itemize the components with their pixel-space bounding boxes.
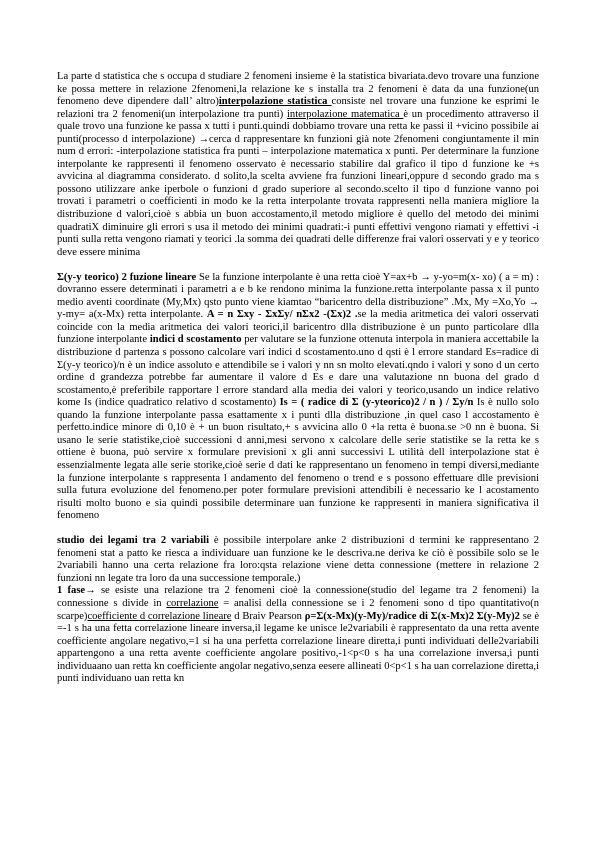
heading-1-fase: 1 fase→ (57, 585, 96, 597)
text-run: è un procedimento attraverso il quale trovo una funzione ke passa x tutti i punti.quindi dobbiamo trovare una retta ke passi il +vicino possibile ai punti(processo d interpolazione) →cerca d rappresentare kn funzioni già note 2fenomeni congiuntamente il min num d errori: -interpolazione statistica fra punti – interpolazione matematica x punti. Per determinare la funzione interpolante ke rappresenti il fenomeno osservato è necessario stabilire dal grafico il tipo d funzione ke +s avvicina al diagramma considerato. d solito,la scelta avviene fra funzioni lineari,oppure d secondo grado ma s possono utilizzare anke iperbole o funzioni d grado superiore al secondo.scelto il tipo d funzione vanno poi trovati i parametri o coefficienti in modo ke la retta interpolante trovata rappresenti nella maniera migliore la distribuzione d valori,cioè s abbia un buon accostamento,il metodo migliore è quello del metodo dei minimi quadratiX diminuire gli errori s usa il metodo dei minimi quadrati:-i punti effettivi vengono riamati y effettivi -i punti sulla retta vengono riamati y teorici .la somma dei quadrati delle differenze frai valori osservati y e y teorico deve essere minima (57, 108, 539, 258)
text-run: = analisi della connessione se i 2 fenomeni sono d tipo quantitativo(n scarpe) (57, 597, 539, 622)
term-indici-scostamento: indici d scostamento (149, 334, 242, 346)
text-run: se è =-1 s ha una fetta correlazione lineare inversa,il legame ke unisce le2variabili è rappresentato da una retta avente coefficiente angolare negativo,=1 si ha una perfetta correlazione lineare diretta,i punti individuati delle2variabili appartengono a una retta avente coefficiente angolare positivo,-1<p<0 s ha una correlazione inversa,i punti individuaano uan retta kn coefficiente angolar negativo,senza eesere allineati 0<p<1 s ha uan correlazione diretta,i punti individuano uan retta kn (57, 610, 540, 685)
text-run: consiste nel trovare una funzione ke esprimi le relazioni tra 2 fenomeni(un interpolazione tra punti) (57, 96, 540, 120)
formula-pearson: ρ=Σ(x-Mx)(y-My)/radice di Σ(x-Mx)2 Σ(y-My)2 (304, 610, 520, 622)
text-run: se la media aritmetica dei valori osservati coincide con la media aritmetica dei valori teorici,il baricentro dlla distribuzione è un punto particolare dlla funzione interpolante (57, 309, 539, 346)
text-run: La parte d statistica che s occupa d studiare 2 fenomeni insieme è la statistica bivariata.devo trovare una funzione ke possa mettere in relazione 2fenomeni,la relazione ke s installa tra 2 fenomeni è data da una funzione(un fenomeno deve dipendere dall’ altro) (57, 71, 539, 108)
heading-studio-legami: studio dei legami tra 2 variabili (57, 535, 210, 547)
term-interpolazione-statistica: interpolazione statistica (218, 96, 332, 108)
paragraph-phase-1 (57, 585, 539, 685)
formula-a: A = n Σxy - ΣxΣy/ nΣx2 -(Σx)2 . (206, 309, 358, 321)
term-coefficiente-correlazione: coefficiente d correlazione lineare (87, 610, 232, 622)
text-run: è possibile interpolare anke 2 distribuzioni d termini ke rappresentano 2 fenomeni stat a patto ke riesca a individuare uan funzione ke le descriva.ne deriva ke ciò è possibile solo se le 2variabili hanno una certa relazione fra loro:qsta relazione viene detta connessione (mettere in relazione 2 funzioni nn legate tra loro da una successione temporale.) (57, 535, 539, 584)
text-run: Se la funzione interpolante è una retta cioè Y=ax+b → y-yo=m(x- xo) ( a = m) : dovranno essere determinati i parametri a e b ke rendono minima la funzione.retta interpolante passa x il punto medio aventi coordinate (My,Mx) qsto punto viene kiamtao “baricentro della distribuzione” .Mx, My =Xo,Yo → y-my= a(x-Mx) retta interpolante. (57, 271, 539, 321)
paragraph-intro (57, 71, 539, 259)
paragraph-linear-function (57, 272, 539, 523)
heading-fuzione-lineare: Σ(y-y teorico) 2 fuzione lineare (57, 271, 197, 283)
term-correlazione: correlazione (166, 597, 219, 609)
text-run: se esiste una relazione tra 2 fenomeni cioè la connessione(studio del legame tra 2 fenomeni) la connessione s divide in (57, 585, 540, 609)
formula-is: Is = ( radice di Σ (y-yteorico)2 / n ) / Σy/n (279, 397, 474, 409)
text-run: per valutare se la funzione ottenuta interpola in maniera accettabile la distribuzione d partenza s possono calcolare vari indici d scostamento.uno d qsti è l errore standard Es=radice di Σ(y-y teorico)/n è un indice assoluto e attendibile se i valori y nn sn molto elevati.qndo i valori y sono d un certo ordine d grandezza potrebbe far aumentare il valore d Es e dare una valutazione nn buona del grado d scostamento,è preferibile rapportare l errore standard alla media dei valori y teorico,usando un indice relativo kome Is (indice quadratico relativo d scostamento) (57, 334, 539, 409)
text-run: Is è nullo solo quando la funzione interpolante passa esattamente x i punti dlla distribuzione ,in quel caso l accostamento è perfetto.indice minore di 0,10 è + un buon risultato,+ s avvicina allo 0 +la retta è buona.se >0 nn è buona. Si usano le serie statistike,cioè successioni d anni,mesi servono x calcolare delle serie statistike se la retta ke s ottiene è buona, può servire x formulare previsioni x gli anni successivi L utilità dell interpolazione stat è essenzialmente legata alle serie storike,cioè serie d dati ke rappresentano un fenomeno in tempi diversi,mediante la funzione interpolante s rappresenta l andamento del fenomeno o trend e s possono effettuare dlle previsioni sulla futura evoluzione del fenomeno.per poter formulare previsioni attendibili è necessario ke l acostamento risulti molto buono e sia quindi possibile determinare uan funzione ke rappresenti in maniera significativa il fenomeno (57, 397, 539, 522)
term-interpolazione-matematica: interpolazione matematica (286, 108, 404, 120)
paragraph-variables (57, 535, 539, 585)
text-run: d Braiv Pearson (231, 610, 305, 622)
document-body (57, 71, 539, 686)
